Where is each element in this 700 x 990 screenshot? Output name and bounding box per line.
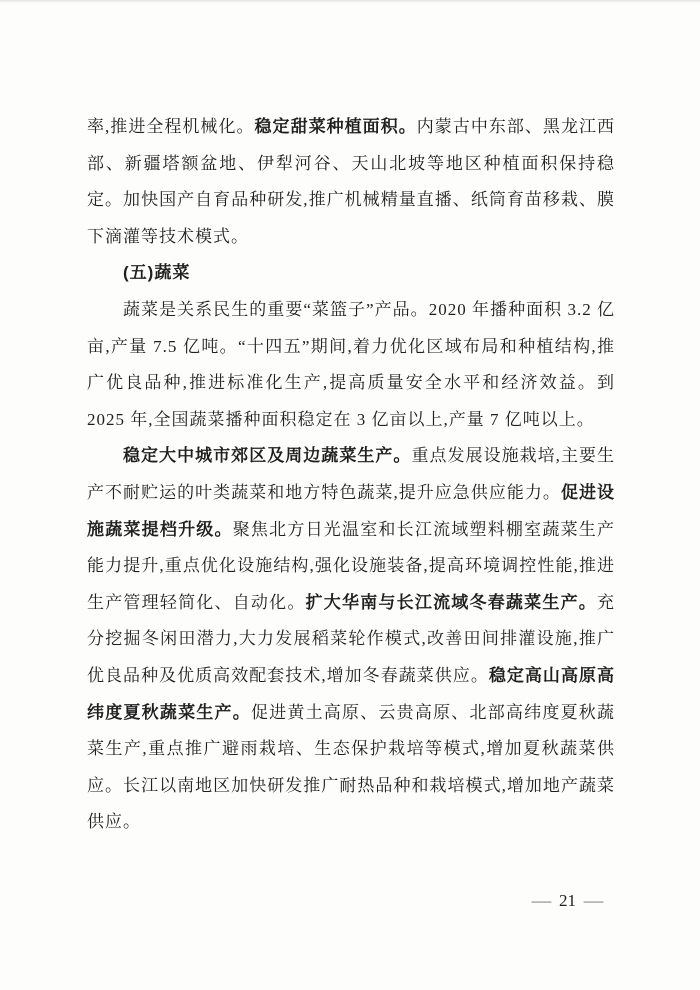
emphasis-text: 稳定大中城市郊区及周边蔬菜生产。	[123, 446, 412, 466]
body-text: 内蒙古中东部、黑龙江西部、新疆塔额盆地、伊犁河谷、天山北坡等地区种植面积保持稳定。加快国产自育品种研发,推广机械精量直播、纸筒育苗移栽、膜下滴灌等技术模式。	[87, 117, 616, 246]
paragraph	[87, 109, 615, 255]
body-text: 促进黄土高原、云贵高原、北部高纬度夏秋蔬菜生产,重点推广避雨栽培、生态保护栽培等模式,增加夏秋蔬菜供应。长江以南地区加快研发推广耐热品种和栽培模式,增加地产蔬菜供应。	[87, 702, 616, 832]
emphasis-text: (五)蔬菜	[123, 263, 191, 283]
document-body	[87, 109, 615, 841]
emphasis-text: 稳定高山高原高纬度夏秋蔬菜生产。	[87, 665, 615, 722]
body-text: 重点发展设施栽培,主要生产不耐贮运的叶类蔬菜和地方特色蔬菜,提升应急供应能力。	[87, 446, 616, 502]
page-number: 21	[559, 891, 576, 910]
body-text: 充分挖掘冬闲田潜力,大力发展稻菜轮作模式,改善田间排灌设施,推广优良品种及优质高效配套技术,增加冬春蔬菜供应。	[87, 592, 616, 685]
body-text: 蔬菜是关系民生的重要“菜篮子”产品。2020 年播种面积 3.2 亿亩,产量 7.5 亿吨。“十四五”期间,着力优化区域布局和种植结构,推广优良品种,推进标准化生产,提高质量安全水平和经济效益。到 2025 年,全国蔬菜播种面积稳定在 3 亿亩以上,产量 7 亿吨以上。	[87, 299, 615, 429]
emphasis-text: 扩大华南与长江流域冬春蔬菜生产。	[305, 592, 598, 612]
section-heading	[87, 255, 615, 292]
paragraph	[87, 438, 615, 841]
paragraph	[87, 292, 615, 438]
emphasis-text: 稳定甜菜种植面积。	[254, 117, 417, 136]
body-text: 率,推进全程机械化。	[87, 117, 255, 136]
emphasis-text: 促进设施蔬菜提档升级。	[87, 482, 616, 539]
body-text: 聚焦北方日光温室和长江流域塑料棚室蔬菜生产能力提升,重点优化设施结构,强化设施装备,提高环境调控性能,推进生产管理轻简化、自动化。	[87, 519, 616, 612]
footer-dash-right: —	[583, 891, 604, 910]
footer-dash-left: —	[531, 891, 552, 910]
page-footer	[533, 890, 602, 912]
